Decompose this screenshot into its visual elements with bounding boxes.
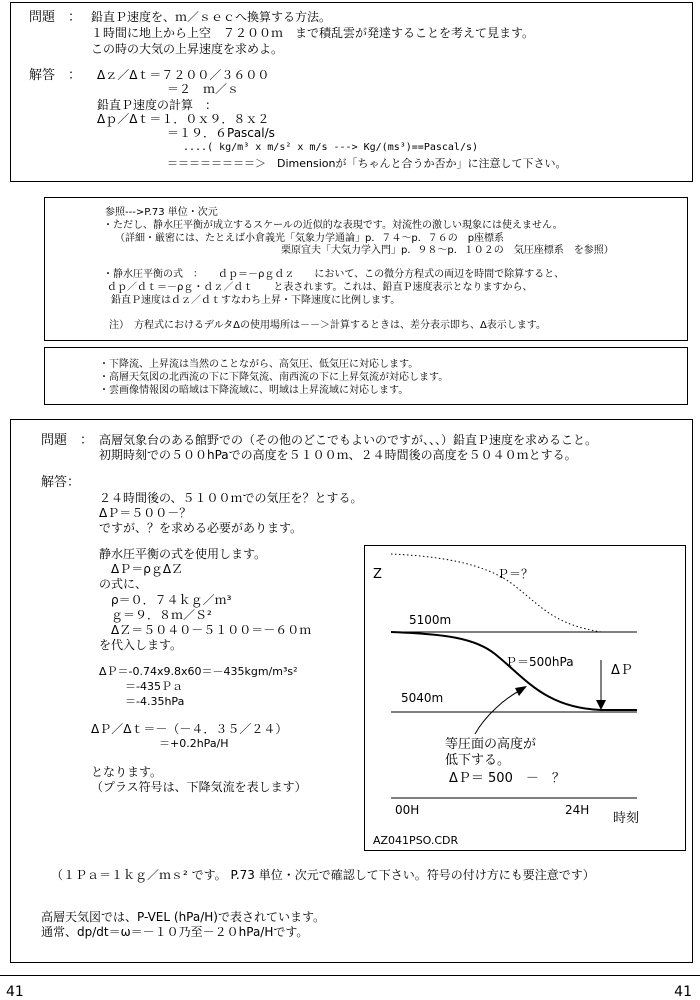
footer-line: （１Ｐａ＝１ｋｇ／ｍｓ² です。 P.73 単位・次元で確認して下さい。符号の付け方にも要注意です） xyxy=(51,868,595,882)
z-axis-label: Z xyxy=(373,567,382,582)
pointer-arrowhead xyxy=(515,686,527,696)
time-24h-label: 24H xyxy=(565,803,590,817)
question-line: 高層気象台のある館野での（その他のどこでもよいのですが、、、）鉛直Ｐ速度を求めること。 xyxy=(99,433,598,447)
answer-line: ＝＝＝＝＝＝＝＝＞ Dimensionが「ちゃんと合うか否か」に注意して下さい。 xyxy=(167,157,567,170)
question-line: この時の大気の上昇速度を求めよ。 xyxy=(91,42,284,56)
delta-p-arrowhead xyxy=(596,700,606,710)
calc-line: を代入します。 xyxy=(99,638,183,652)
bottom-divider xyxy=(0,975,700,976)
calc-line: ＝+0.2hPa/H xyxy=(159,737,229,750)
correspondence-line: ・高層天気図の北西流の下に下降気流、南西流の下に上昇気流が対応します。 xyxy=(99,372,449,383)
answer-line: ２４時間後の、５１００ｍでの気圧を？とする。 xyxy=(99,491,363,505)
reference-line: ・ただし、静水圧平衡が成立するスケールの近似的な表現です。対流性の激しい現象には使えません。 xyxy=(103,220,563,231)
calc-line: ρ＝０．７４ｋｇ／ｍ³ xyxy=(111,593,232,607)
calc-line: の式に、 xyxy=(99,577,148,591)
calc-line: ΔＰ＝-0.74x9.8x60＝－435kgm/m³s² xyxy=(99,665,298,678)
question-line: １時間に地上から上空 ７２００ｍ まで積乱雲が発達することを考えて見ます。 xyxy=(91,26,535,40)
footer-line: 通常、dp/dt＝ω＝－１０乃至－２０hPa/Hです。 xyxy=(41,925,309,939)
problem-box-2 xyxy=(10,419,693,963)
question-line: 初期時刻での５００hPaでの高度を５１００ｍ、２４時間後の高度を５０４０ｍとする。 xyxy=(99,448,577,462)
reference-line: 注） 方程式におけるデルタΔの使用場所は－－＞計算するときは、差分表示即ち、Δ表示します。 xyxy=(109,320,546,331)
answer-line: ΔＰ＝５００－？ xyxy=(99,506,192,520)
footer-line: 高層天気図では、P-VEL (hPa/H)で表されています。 xyxy=(41,910,326,924)
answer-label: 解答： xyxy=(41,475,81,490)
unknown-pressure-label: Ｐ＝？ xyxy=(497,567,534,581)
height-5040-label: 5040m xyxy=(401,691,444,705)
answer-line: 鉛直Ｐ速度の計算 ： xyxy=(97,98,218,112)
calc-line: 静水圧平衡の式を使用します。 xyxy=(99,547,267,561)
calc-line: ΔＰ＝ρｇΔＺ xyxy=(111,562,184,576)
page-number-left: 41 xyxy=(6,984,24,1000)
file-name-label: AZ041PSO.CDR xyxy=(373,834,459,847)
correspondence-line: ・下降流、上昇流は当然のことながら、高気圧、低気圧に対応します。 xyxy=(99,359,419,370)
calc-line: ΔＰ／Δｔ＝－（－４．３５／２４） xyxy=(91,722,288,736)
calc-line: （プラス符号は、下降気流を表します） xyxy=(91,780,307,794)
page-number-right: 41 xyxy=(674,984,692,1000)
pressure-500-label: Ｐ＝500hPa xyxy=(505,655,574,669)
height-5100-label: 5100m xyxy=(409,613,452,627)
answer-line: ＝２ ｍ／ｓ xyxy=(167,82,240,96)
time-start-label: 00H xyxy=(395,803,420,817)
answer-line: Δｚ／Δｔ＝７２００／３６００ xyxy=(97,68,270,82)
reference-line: 鉛直Ｐ速度はｄｚ／ｄｔすなわち上昇・下降速度に比例します。 xyxy=(111,295,401,306)
reference-line: ｄｐ／ｄｔ＝－ρｇ・ｄｚ／ｄｔ と表されます。これは、鉛直Ｐ速度表示となりますから、 xyxy=(107,282,533,293)
diagram-svg xyxy=(365,546,685,850)
question-line: 鉛直Ｐ速度を、ｍ／ｓｅｃへ換算する方法。 xyxy=(91,10,332,24)
pressure-height-diagram xyxy=(364,545,686,851)
calc-line: ｇ＝９．８ｍ／Ｓ² xyxy=(111,608,212,622)
reference-line: ・静水圧平衡の式 ： ｄｐ＝－ρｇｄｚ において、この微分方程式の両辺を時間で除算すると、 xyxy=(103,269,565,280)
answer-line: Δｐ／Δｔ＝１．０ｘ９．８ｘ２ xyxy=(97,112,270,126)
question-label: 問題 ： xyxy=(29,10,82,25)
note-line: ΔＰ＝ 500 － ？ xyxy=(449,771,565,786)
answer-label: 解答 ： xyxy=(29,68,82,83)
note-line: 低下する。 xyxy=(445,753,511,768)
problem-box-1 xyxy=(10,2,693,182)
delta-p-label: ΔＰ xyxy=(611,663,633,678)
calc-line: ＝-4.35hPa xyxy=(125,695,185,708)
calc-line: となります。 xyxy=(91,765,163,779)
reference-box xyxy=(44,197,688,341)
correspondence-box xyxy=(44,347,688,405)
reference-line: （詳細・厳密には、たとえば小倉義光「気象力学通論」p．７４～p．７６の p座標系 xyxy=(115,233,505,244)
answer-line: ....( kg/m³ x m/s² x m/s ---> Kg/(ms³)==Pascal/s) xyxy=(183,142,479,153)
calc-line: ΔＺ＝５０４０－５１００＝－６０ｍ xyxy=(111,623,312,637)
answer-line: ＝１９．６Pascal/s xyxy=(167,126,275,140)
note-line: 等圧面の高度が xyxy=(445,737,537,752)
question-label: 問題 ： xyxy=(41,433,94,448)
reference-line: 参照--->P.73 単位・次元 xyxy=(105,207,218,218)
calc-line: ＝-435Ｐａ xyxy=(125,680,183,693)
correspondence-line: ・雲画像情報図の暗域は下降流域に、明域は上昇流域に対応します。 xyxy=(99,385,409,396)
reference-line: 栗原宜夫「大気力学入門」p．９８～p．１０２の 気圧座標系 を参照） xyxy=(281,245,614,256)
answer-line: ですが、？を求める必要があります。 xyxy=(99,521,303,535)
time-axis-label: 時刻 xyxy=(613,811,640,826)
